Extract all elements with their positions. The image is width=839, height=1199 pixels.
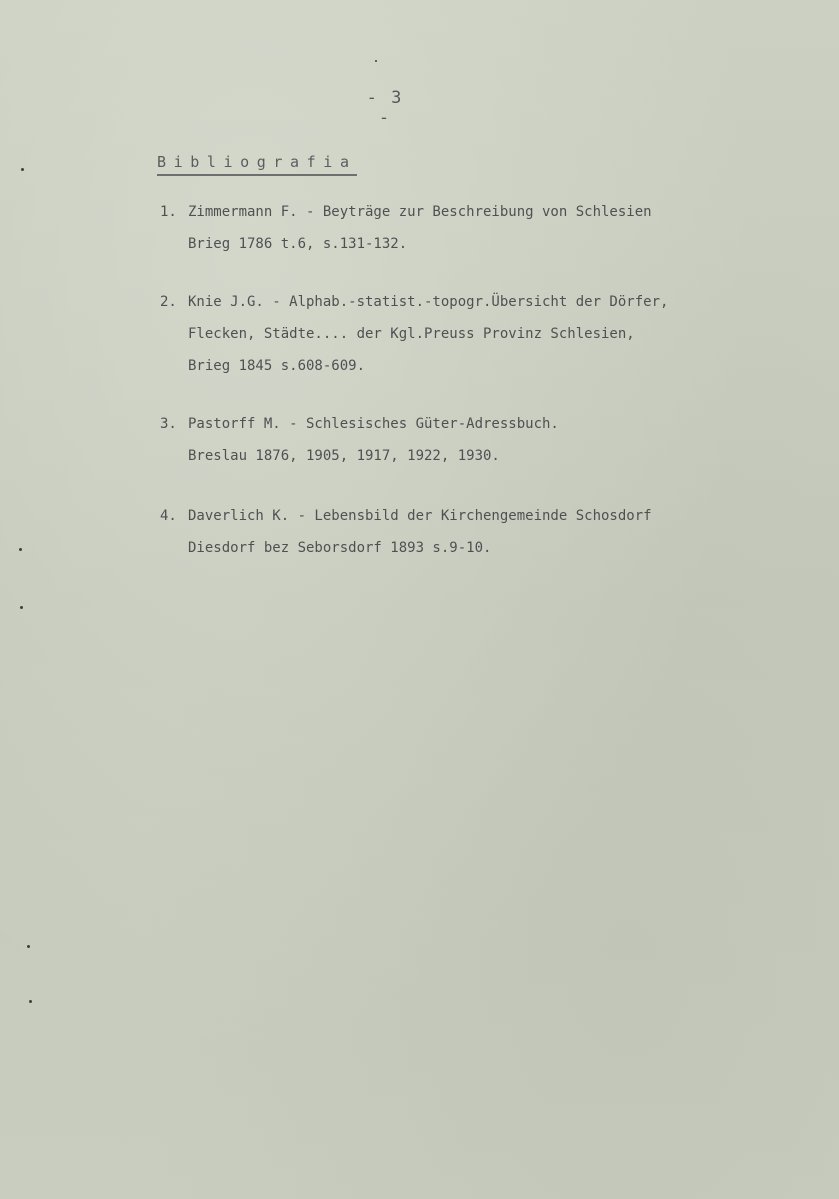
entry-continuation: Flecken, Städte.... der Kgl.Preuss Provinz Schlesien, bbox=[188, 326, 635, 342]
bibliography-entry bbox=[160, 500, 652, 564]
paper-speck bbox=[19, 548, 22, 551]
section-heading: Bibliografia bbox=[157, 152, 357, 176]
bibliography-entry bbox=[160, 408, 559, 472]
entry-continuation: Brieg 1845 s.608-609. bbox=[188, 358, 366, 374]
entry-number: 3. bbox=[160, 416, 177, 432]
paper-speck bbox=[375, 60, 377, 62]
entry-number: 1. bbox=[160, 204, 177, 220]
page-number: - 3 - bbox=[366, 88, 404, 128]
entry-number: 4. bbox=[160, 508, 177, 524]
entry-first-line bbox=[160, 500, 652, 532]
entry-continuation: Diesdorf bez Seborsdorf 1893 s.9-10. bbox=[188, 540, 492, 556]
paper-speck bbox=[21, 168, 24, 171]
entry-first-line bbox=[160, 286, 668, 318]
entry-continuation: Brieg 1786 t.6, s.131-132. bbox=[188, 236, 408, 252]
bibliography-entry bbox=[160, 286, 668, 382]
entry-continuation: Breslau 1876, 1905, 1917, 1922, 1930. bbox=[188, 448, 500, 464]
entry-number: 2. bbox=[160, 294, 177, 310]
bibliography-entry bbox=[160, 196, 652, 260]
paper-speck bbox=[20, 606, 23, 609]
entry-text: Zimmermann F. - Beyträge zur Beschreibung von Schlesien bbox=[188, 204, 652, 220]
entry-text: Daverlich K. - Lebensbild der Kirchengemeinde Schosdorf bbox=[188, 508, 652, 524]
paper-speck bbox=[27, 945, 30, 948]
entry-first-line bbox=[160, 408, 559, 440]
entry-text: Knie J.G. - Alphab.-statist.-topogr.Übersicht der Dörfer, bbox=[188, 294, 669, 310]
paper-speck bbox=[29, 1000, 32, 1003]
entry-first-line bbox=[160, 196, 652, 228]
entry-text: Pastorff M. - Schlesisches Güter-Adressbuch. bbox=[188, 416, 559, 432]
